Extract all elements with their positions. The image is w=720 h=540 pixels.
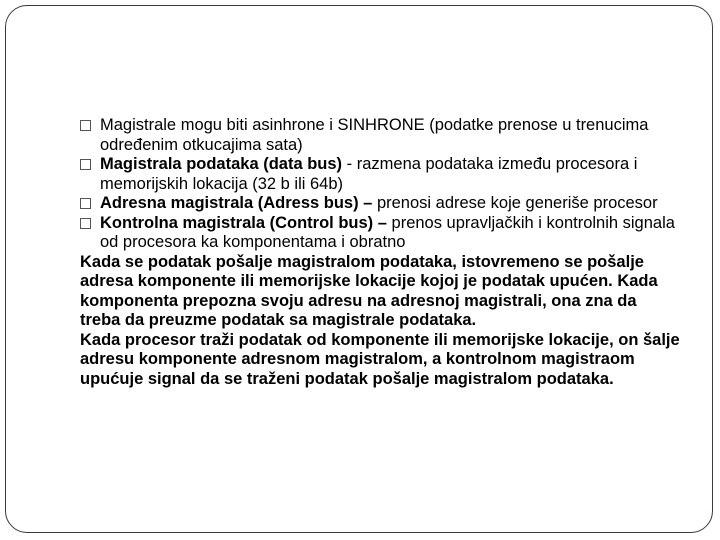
bullet-text: prenos upravljačkih i kontrolnih signala od procesora ka komponentama i obratno [100,213,675,251]
paragraph-data-transfer: Kada se podatak pošalje magistralom podataka, istovremeno se pošalje adresa komponente ili memorijske lokacije kojoj je podatak upućen. Kada komponenta prepozna svoju adresu na adresnoj magistrali, ona zna da treba da preuzme podatak sa magistrale podataka. [80,252,658,329]
checkbox-bullet-icon [80,198,91,209]
bullet-text: prenosi adrese koje generiše procesor [372,194,658,212]
slide-content [80,116,680,389]
bullet-bold-text: Kontrolna magistrala (Control bus) – [100,213,387,232]
checkbox-bullet-icon [80,120,91,131]
bullet-text: - razmena podataka između procesora i memorijskih lokacija (32 b ili 64b) [100,155,638,193]
bullet-item-control-bus [80,214,680,253]
bullet-item-data-bus [80,155,680,194]
bullet-item-async [80,116,680,155]
bullet-bold-text: Adresna magistrala (Adress bus) – [100,194,373,212]
checkbox-bullet-icon [80,159,91,170]
bullet-text: Magistrale mogu biti asinhrone i SINHRONE (podatke prenose u trenucima određenim otkucajima sata) [100,116,649,154]
checkbox-bullet-icon [80,218,91,229]
bullet-item-address-bus [80,194,680,214]
paragraph-processor-request: Kada procesor traži podatak od komponente ili memorijske lokacije, on šalje adresu komponente adresnom magistralom, a kontrolnom magistraom upućuje signal da se traženi podatak pošalje magistralom podataka. [80,330,680,388]
bullet-bold-text: Magistrala podataka (data bus) [100,155,343,173]
